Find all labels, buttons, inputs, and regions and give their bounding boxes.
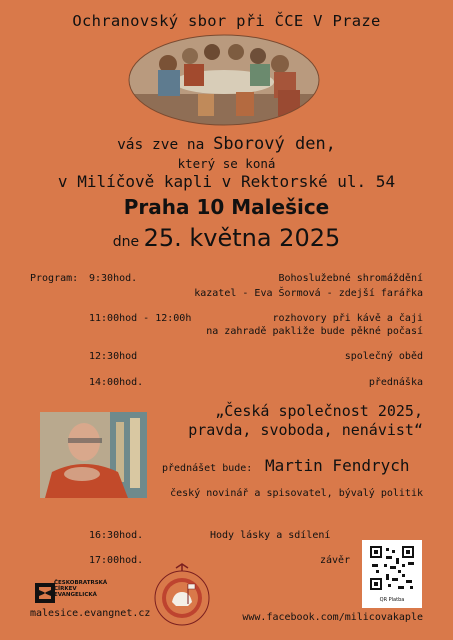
program-desc-4: přednáška [368,377,423,388]
qr-code-icon [362,540,422,596]
program-time-5: 16:30hod. [89,530,144,541]
program-time-4: 14:00hod. [89,377,144,388]
cce-name: ČESKOBRATRSKÁ CÍRKEV EVANGELICKÁ [54,580,108,598]
program-desc-1: Bohoslužebné shromáždění [278,273,423,284]
program-label: Program: [30,273,79,284]
program-desc-2b: na zahradě pakliže bude pěkné počasí [206,326,423,337]
speaker-name: Martin Fendrych [265,456,410,475]
event-date: dne 25. května 2025 [112,224,341,252]
program-desc-1b: kazatel - Eva Šormová - zdejší farářka [194,288,423,299]
speaker-label: přednášet bude: [162,463,253,474]
facebook-link[interactable]: www.facebook.com/milicovakaple [242,612,423,623]
program-desc-6: závěr [320,555,351,566]
invite-line: vás zve na Sborový den, [117,134,336,154]
event-name: Sborový den, [213,134,336,154]
qr-label: QR Platba [379,597,405,603]
seal-emblem-icon [152,562,212,628]
speaker-description: český novinář a spisovatel, bývalý politik [170,488,423,499]
program-time-3: 12:30hod [89,351,138,362]
program-time-2: 11:00hod - 12:00h [89,313,192,324]
fresco-image [128,34,320,126]
program-desc-2: rozhovory při kávě a čaji [272,313,423,324]
speaker-photo [40,412,147,498]
venue: v Milíčově kapli v Rektorské ul. 54 [57,172,396,191]
program-time-6: 17:00hod. [89,555,144,566]
lecture-title: „Česká společnost 2025, pravda, svoboda, nenávist“ [188,402,423,439]
program-time-1: 9:30hod. [89,273,138,284]
invite-subline: který se koná [177,156,276,171]
page-title: Ochranovský sbor při ČCE V Praze [72,12,381,30]
program-desc-5: Hody lásky a sdílení [210,530,331,541]
website-link[interactable]: malesice.evangnet.cz [30,608,151,619]
program-desc-3: společný oběd [344,351,423,362]
city: Praha 10 Malešice [123,195,330,219]
